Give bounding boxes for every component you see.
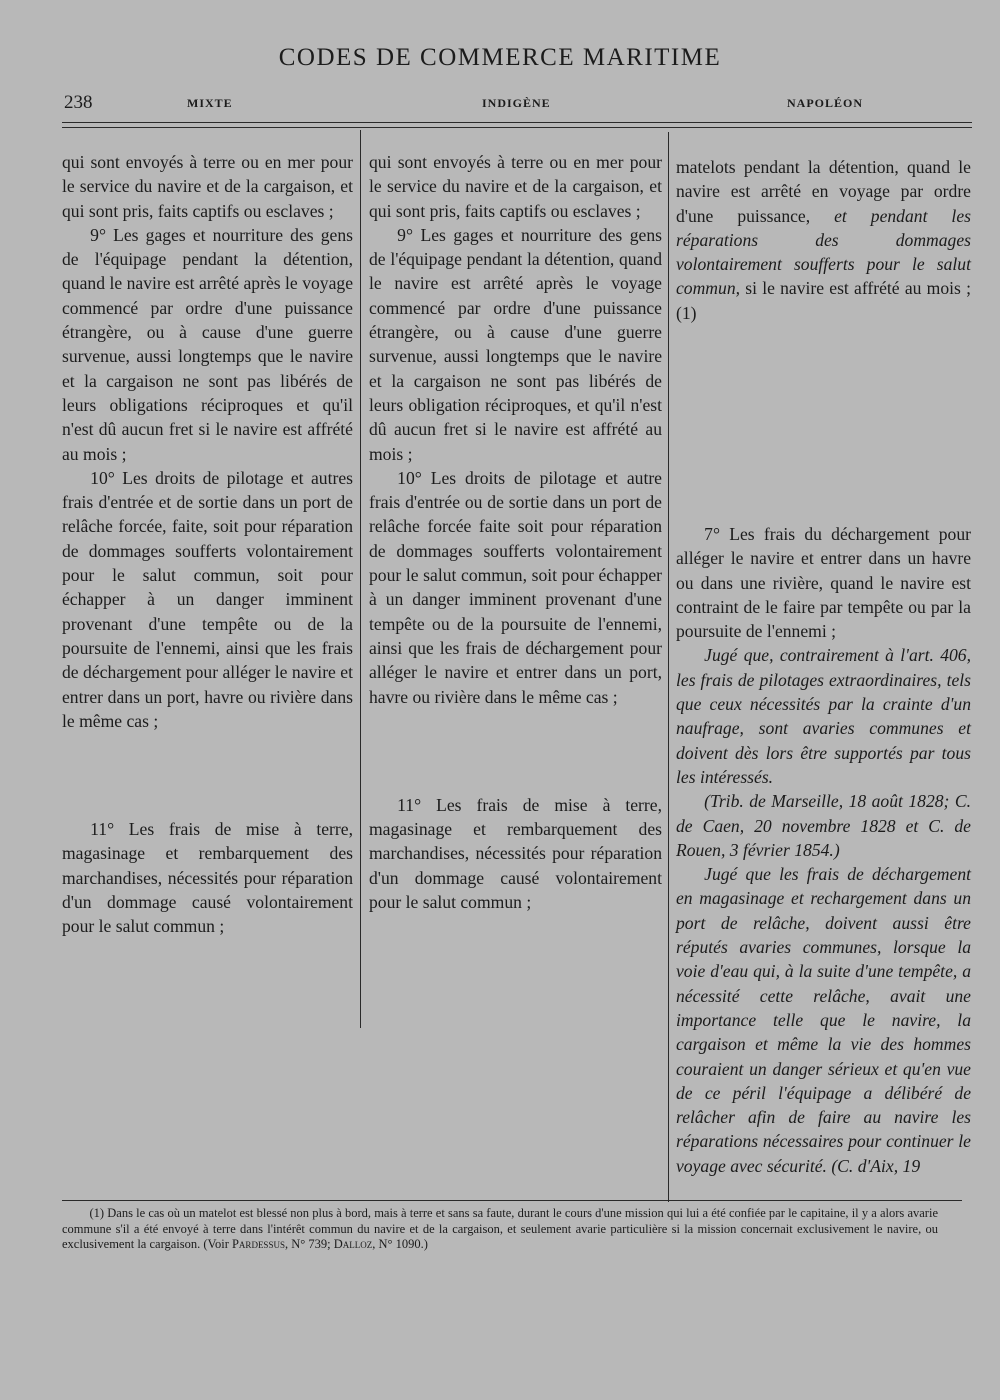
napoleon-paragraph-6: [676, 155, 971, 325]
footnote-rule: [62, 1200, 962, 1201]
footnote: [62, 1206, 938, 1253]
footnote-1: [62, 1206, 938, 1253]
indigene-paragraph-9: 9° Les gages et nourriture des gens de l'équipage pendant la détention, quand le navire est arrêté après le voyage commencé par ordre d'une puissance étrangère, ou à cause d'une guerre survenue, aussi longtemps que le navire et la cargaison ne sont pas libérés de leurs obligation réciproques, et qu'il n'est dû aucun fret si le navire est affrété au mois ;: [369, 224, 662, 464]
napoleon-citation-1: (Trib. de Marseille, 18 août 1828; C. de Caen, 20 novembre 1828 et C. de Rouen, 3 février 1854.): [676, 791, 971, 860]
indigene-paragraph-1: qui sont envoyés à terre ou en mer pour le service du navire et de la cargaison, et qui sont pris, faits captifs ou esclaves ;: [369, 152, 662, 221]
column-napoleon: [676, 155, 971, 325]
column-header-mixte: MIXTE: [187, 96, 233, 110]
mixte-paragraph-9: 9° Les gages et nourriture des gens de l'équipage pendant la détention, quand le navire est arrêté après le voyage commencé par ordre d'une puissance étrangère, ou à cause d'une guerre survenue, aussi longtemps que le navire et la cargaison ne sont pas libérés de leurs obligations réciproques et qu'il n'est dû aucun fret si le navire est affrété au mois ;: [62, 224, 353, 464]
page-title: CODES DE COMMERCE MARITIME: [278, 44, 722, 71]
footnote-text: (1) Dans le cas où un matelot est blessé non plus à bord, mais à terre et sans sa faute, durant le cours d'une mission qui lui a été confiée par le capitaine, il y a alors avarie commune s'il a été envoyé à terre dans l'intérêt commun du navire et de la cargaison, et seulement avarie particulière si la mission concernait exclusivement le navire, ou exclusivement la cargaison. (Voir: [62, 1206, 938, 1251]
napoleon-text: matelots pendant la détention, quand le navire est arrêté en voyage par ordre d'une puissance,: [676, 157, 971, 226]
column-indigene: [369, 150, 662, 914]
column-napoleon-lower: [676, 522, 971, 1178]
page-number: 238: [64, 92, 93, 113]
mixte-paragraph-10: 10° Les droits de pilotage et autres frais d'entrée et de sortie dans un port de relâche forcée, faite, soit pour réparation de dommages soufferts volontairement pour le salut commun, soit pour échapper à un danger imminent provenant d'une tempête ou de la poursuite de l'ennemi, ainsi que les frais de déchargement pour alléger le navire et entrer dans un port, havre ou rivière dans le même cas ;: [62, 467, 353, 731]
napoleon-text-end: si le navire est affrété au mois ; (1): [676, 278, 971, 323]
napoleon-italic-addition: et pendant les réparations des dommages volontairement soufferts pour le salut commun,: [676, 205, 971, 299]
header-rule-top: [62, 122, 972, 123]
footnote-ref-dalloz: Dalloz: [333, 1237, 373, 1251]
indigene-paragraph-11: 11° Les frais de mise à terre, magasinage et rembarquement des marchandises, nécessités pour réparation d'un dommage causé volontairement pour le salut commun ;: [369, 794, 662, 913]
mixte-paragraph-1: qui sont envoyés à terre ou en mer pour le service du navire et de la cargaison, et qui sont pris, faits captifs ou esclaves ;: [62, 152, 353, 221]
column-header-indigene: INDIGÈNE: [482, 96, 551, 110]
column-mixte: [62, 150, 353, 939]
indigene-paragraph-10: 10° Les droits de pilotage et autre frais d'entrée ou de sortie dans un port de relâche forcée faite soit pour réparation de dommages soufferts volontairement pour le salut commun, soit pour échapper à un danger imminent provenant d'une tempête ou de la poursuite de l'ennemi, ainsi que les frais de déchargement pour alléger le navire et entrer dans un port, havre ou rivière dans le même cas ;: [369, 467, 662, 707]
column-header-napoleon: NAPOLÉON: [787, 96, 864, 110]
footnote-ref-dalloz-number: , N° 1090.): [372, 1237, 428, 1251]
napoleon-paragraph-7: 7° Les frais du déchargement pour alléger le navire et entrer dans un havre ou dans une rivière, quand le navire est contraint de le faire par tempête ou par la poursuite de l'ennemi ;: [676, 524, 971, 642]
footnote-ref-pardessus-number: , N° 739;: [284, 1237, 331, 1251]
mixte-paragraph-11: 11° Les frais de mise à terre, magasinage et rembarquement des marchandises, nécessités pour réparation d'un dommage causé volontairement pour le salut commun ;: [62, 819, 353, 937]
column-divider-1: [360, 130, 361, 1028]
column-divider-2: [668, 132, 669, 1202]
napoleon-jurisprudence-1: Jugé que, contrairement à l'art. 406, les frais de pilotages extraordinaires, tels que ceux nécessités par la crainte d'un naufrage, sont avaries communes et doivent dès lors être supportés par tous les intéressés.: [676, 645, 971, 787]
napoleon-jurisprudence-2: Jugé que les frais de déchargement en magasinage et rechargement dans un port de relâche, doivent aussi être réputés avaries communes, lorsque la voie d'eau qui, à la suite d'une tempête, a nécessité cette relâche, avait une importance telle que le navire, la cargaison et même la vie des hommes couraient un danger sérieux et qu'en vue de ce péril l'équipage a délibéré de relâcher afin de faire au navire les réparations nécessaires pour continuer le voyage avec sécurité. (C. d'Aix, 19: [676, 864, 971, 1176]
header-rule-bottom: [62, 127, 972, 128]
footnote-ref-pardessus: Pardessus: [231, 1237, 285, 1251]
